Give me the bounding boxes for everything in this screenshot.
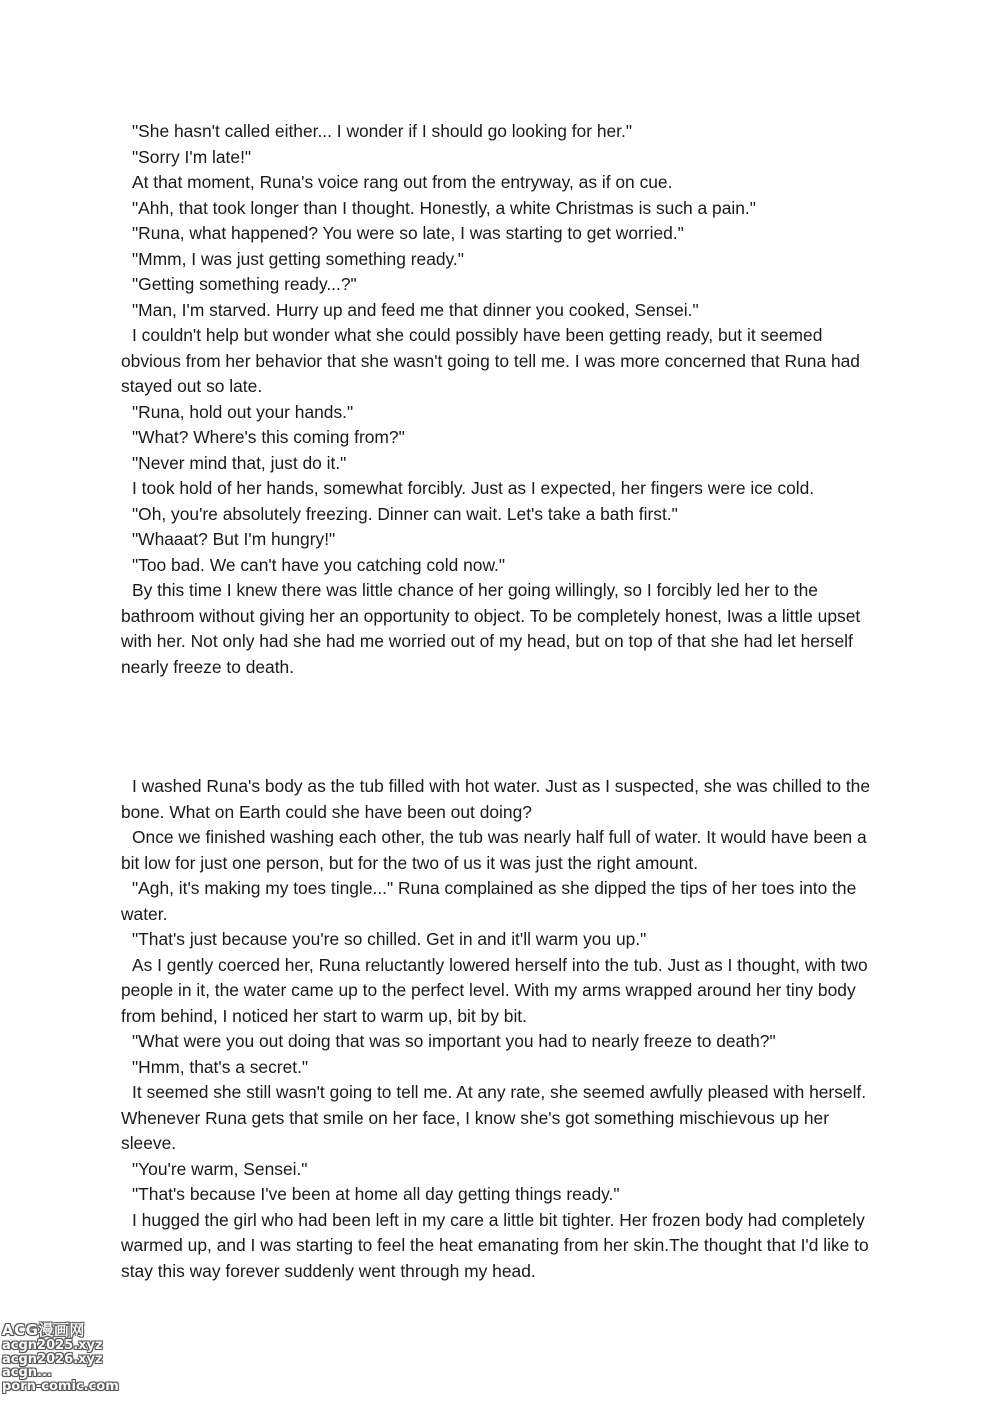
paragraph: It seemed she still wasn't going to tell me. At any rate, she seemed awfully pleased with herself. Whenever Runa gets that smile on her face, I know she's got something mischievous up her sleeve. [121,1082,867,1153]
text-section-2 [121,774,873,1284]
paragraph: "Oh, you're absolutely freezing. Dinner can wait. Let's take a bath first." [132,503,678,524]
paragraph: I couldn't help but wonder what she could possibly have been getting ready, but it seemed obvious from her behavior that she wasn't going to tell me. I was more concerned that Runa had stayed out so late. [121,325,860,396]
watermark-line: porn-comic.com [2,1378,119,1394]
paragraph: "Mmm, I was just getting something ready." [132,248,464,269]
paragraph: "What were you out doing that was so important you had to nearly freeze to death?" [132,1031,776,1051]
paragraph: "That's because I've been at home all day getting things ready." [132,1184,620,1204]
watermark-line: acgn2025.xyz [2,1338,103,1353]
paragraph: I took hold of her hands, somewhat forcibly. Just as I expected, her fingers were ice cold. [132,478,815,498]
paragraph: "Runa, hold out your hands." [132,401,354,422]
paragraph: "You're warm, Sensei." [132,1158,308,1179]
paragraph: "Hmm, that's a secret." [132,1056,309,1077]
paragraph: I washed Runa's body as the tub filled with hot water. Just as I suspected, she was chilled to the bone. What on Earth could she have been out doing? [121,776,871,822]
paragraph: "Man, I'm starved. Hurry up and feed me that dinner you cooked, Sensei." [132,299,699,320]
paragraph: "Never mind that, just do it." [132,452,347,473]
paragraph: "She hasn't called either... I wonder if I should go looking for her." [132,121,633,141]
text-section-1 [121,119,873,680]
paragraph: "That's just because you're so chilled. Get in and it'll warm you up." [132,929,647,949]
paragraph: "Whaaat? But I'm hungry!" [132,529,336,549]
watermark [2,1322,142,1393]
paragraph: "Getting something ready...?" [132,274,357,294]
watermark-line: acgn... [2,1365,52,1380]
paragraph: By this time I knew there was little chance of her going willingly, so I forcibly led her to the bathroom without giving her an opportunity to object. To be completely honest, Iwas a little upset with her. Not only had she had me worried out of my head, but on top of that she had let herself nearly freeze to death. [121,580,861,677]
paragraph: At that moment, Runa's voice rang out from the entryway, as if on cue. [132,172,673,192]
paragraph: "Agh, it's making my toes tingle..." Runa complained as she dipped the tips of her toes into the water. [121,878,857,924]
paragraph: As I gently coerced her, Runa reluctantly lowered herself into the tub. Just as I thought, with two people in it, the water came up to the perfect level. With my arms wrapped around her tiny body from behind, I noticed her start to warm up, bit by bit. [121,954,868,1026]
paragraph: I hugged the girl who had been left in my care a little bit tighter. Her frozen body had completely warmed up, and I was starting to feel the heat emanating from her skin.The thought that I'd like to stay this way forever suddenly went through my head. [121,1209,869,1281]
paragraph: "Ahh, that took longer than I thought. Honestly, a white Christmas is such a pain." [132,197,756,218]
paragraph: "What? Where's this coming from?" [132,427,405,447]
watermark-line: acgn2026.xyz [2,1351,103,1367]
paragraph: Once we finished washing each other, the tub was nearly half full of water. It would have been a bit low for just one person, but for the two of us it was just the right amount. [121,827,867,873]
watermark-line: ACG漫画网 [2,1321,85,1339]
paragraph: "Sorry I'm late!" [132,146,252,167]
paragraph: "Too bad. We can't have you catching cold now." [132,554,506,575]
paragraph: "Runa, what happened? You were so late, I was starting to get worried." [132,223,684,243]
